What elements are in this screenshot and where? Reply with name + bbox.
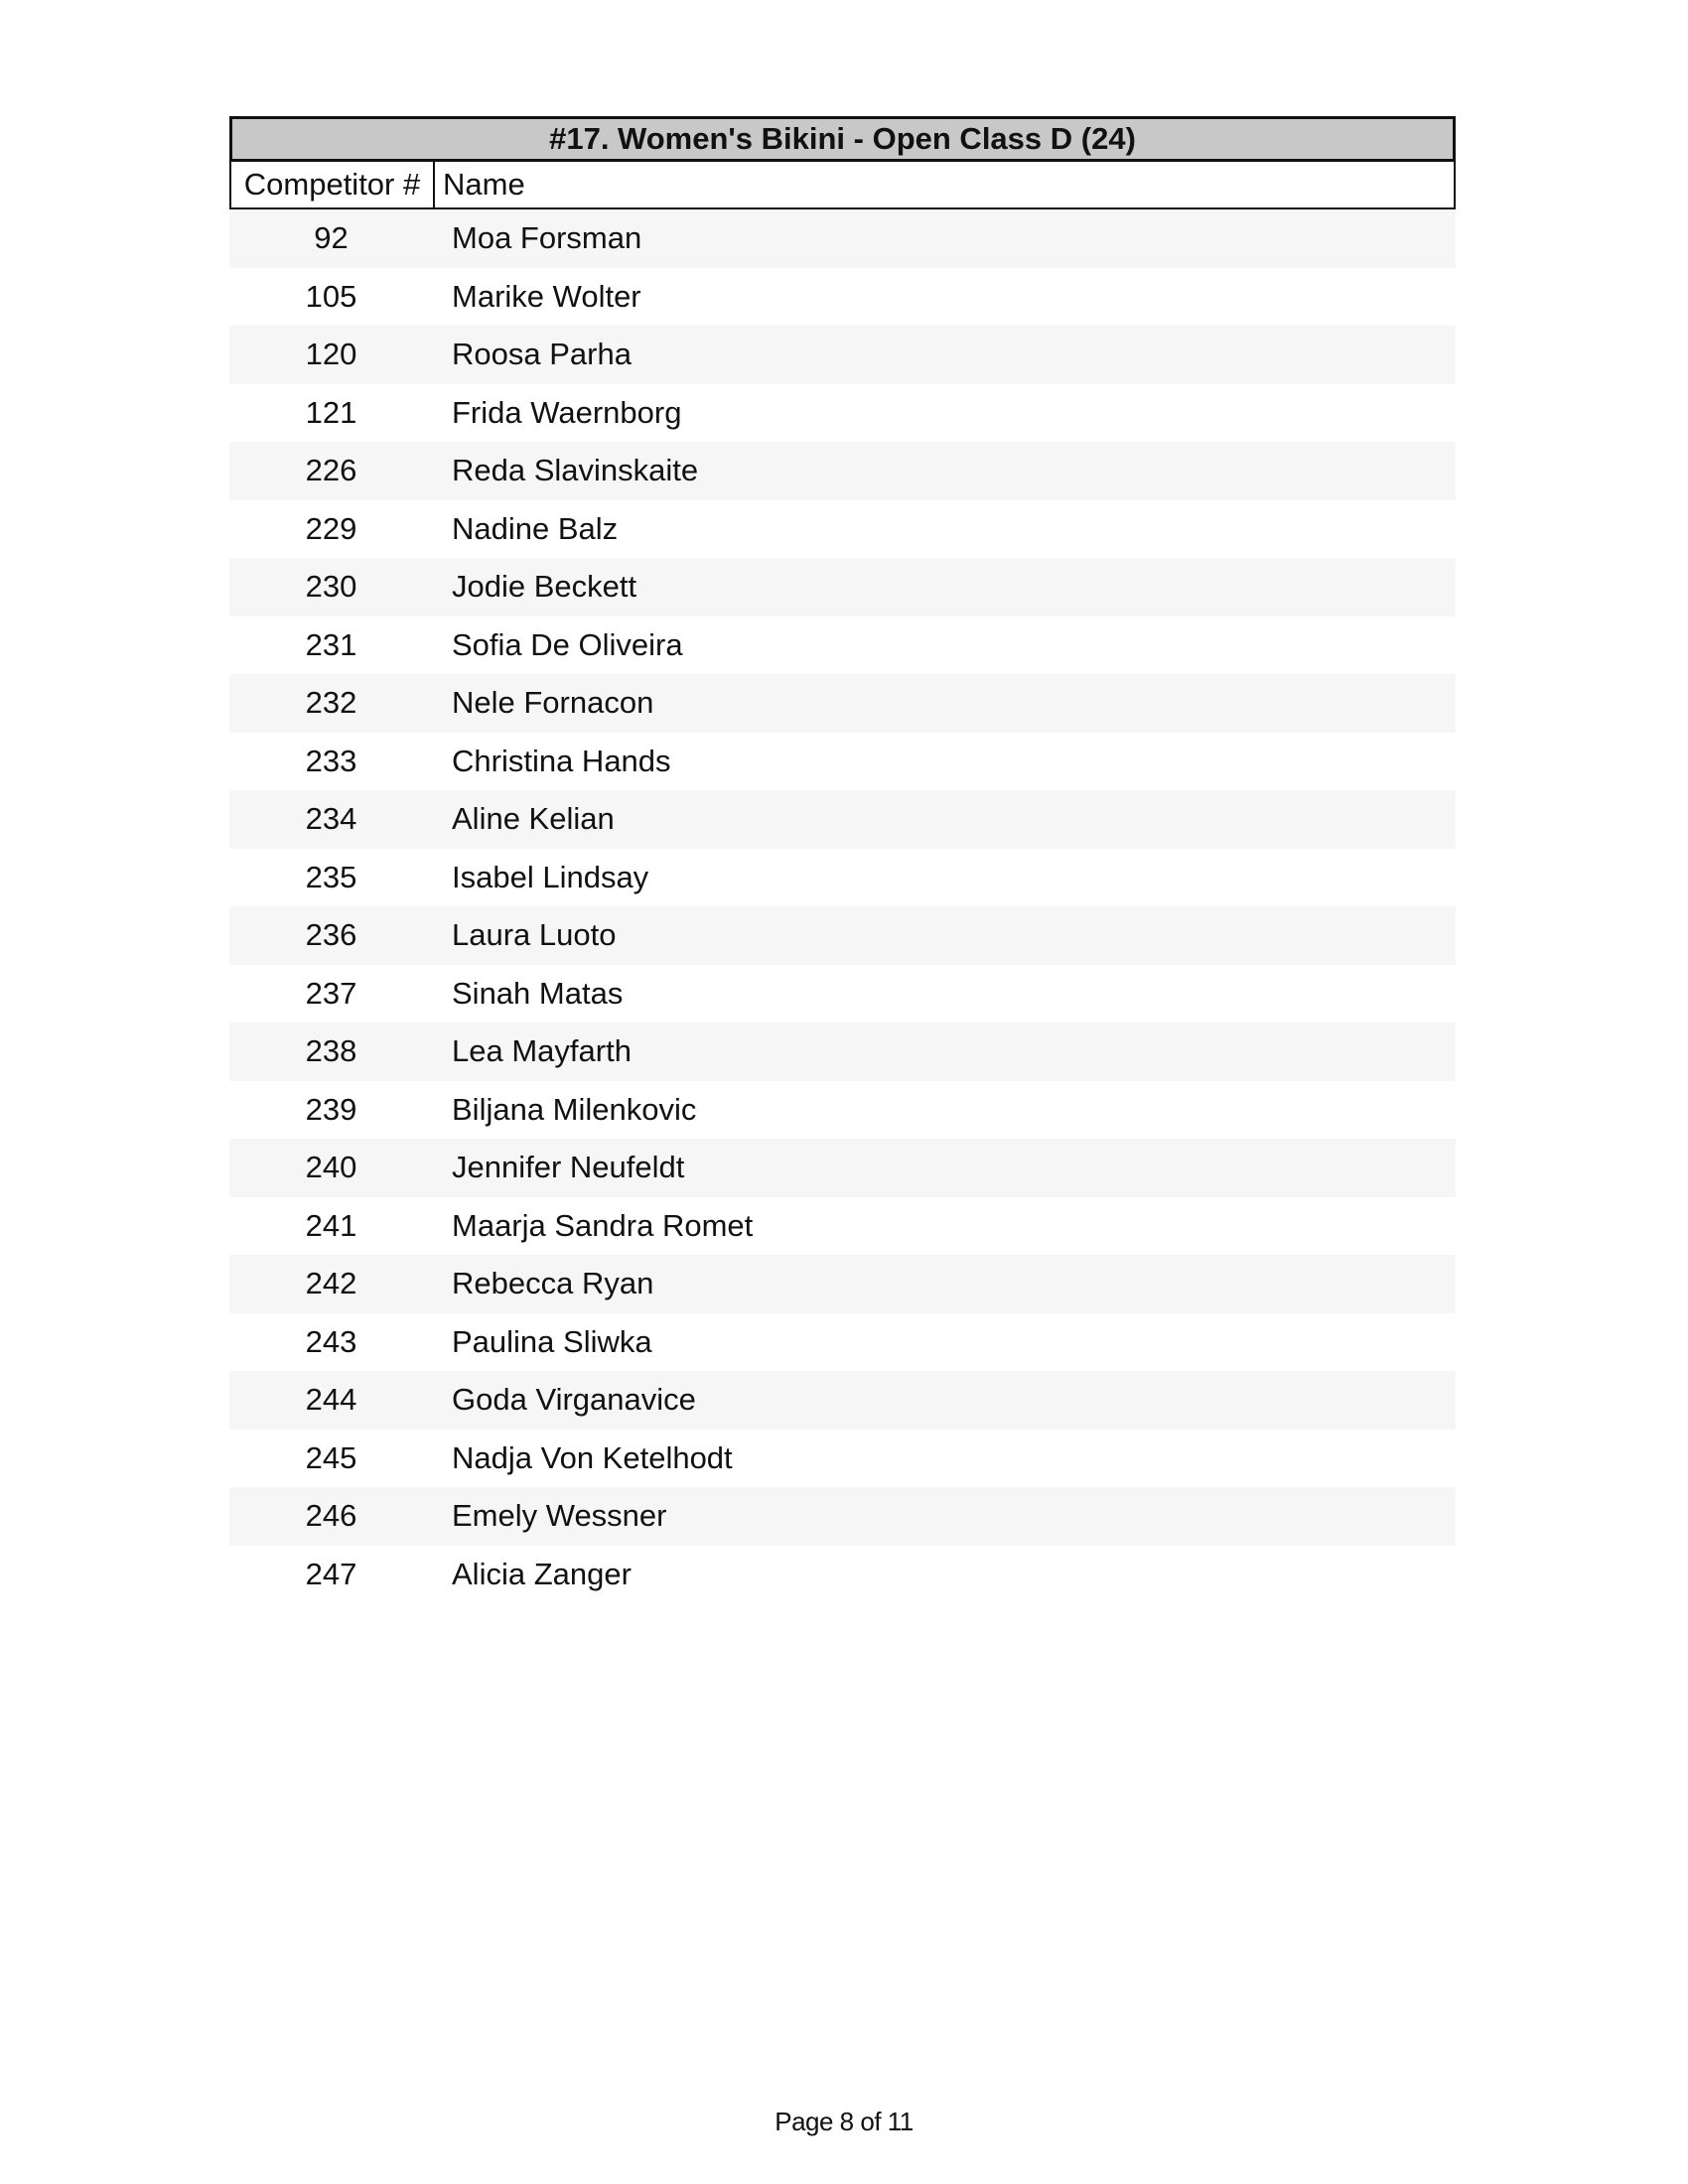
competitor-name: Jennifer Neufeldt [452,1150,685,1185]
competitor-name: Nadine Balz [452,510,619,546]
competitor-number: 237 [305,975,357,1011]
competitor-number: 240 [305,1150,357,1185]
competitor-number: 230 [305,569,357,605]
header-competitor-number: Competitor # [231,162,435,207]
competitor-name: Marike Wolter [452,278,641,314]
table-header [229,162,1456,209]
competitor-name: Jodie Beckett [452,569,637,605]
competitor-number: 242 [305,1266,357,1301]
table-row [229,326,1456,384]
competitor-number: 105 [305,278,357,314]
competitor-name: Maarja Sandra Romet [452,1207,754,1243]
competitor-name: Aline Kelian [452,801,615,837]
table-row [229,674,1456,733]
competitor-number: 238 [305,1033,357,1069]
table-row [229,1430,1456,1488]
header-name: Name [443,167,525,202]
competitor-number: 247 [305,1556,357,1591]
table-row [229,906,1456,965]
competitor-name: Nele Fornacon [452,685,654,721]
competitor-name: Moa Forsman [452,220,642,256]
table-row [229,268,1456,327]
competitor-table [229,116,1456,1603]
table-row [229,616,1456,675]
competitor-name: Rebecca Ryan [452,1266,654,1301]
table-row [229,1023,1456,1081]
table-row [229,790,1456,849]
competitor-number: 92 [314,220,349,256]
competitor-number: 120 [305,337,357,372]
competitor-number: 232 [305,685,357,721]
page-number: Page 8 of 11 [774,2107,914,2136]
competitor-name: Nadja Von Ketelhodt [452,1439,733,1475]
competitor-name: Goda Virganavice [452,1382,696,1418]
competitor-number: 234 [305,801,357,837]
competitor-number: 235 [305,859,357,894]
competitor-number: 239 [305,1091,357,1127]
competitor-number: 121 [305,394,357,430]
competitor-name: Paulina Sliwka [452,1323,652,1359]
competitor-name: Biljana Milenkovic [452,1091,697,1127]
table-row [229,1487,1456,1546]
table-body [229,209,1456,1603]
table-row [229,1197,1456,1256]
competitor-number: 226 [305,453,357,488]
competitor-number: 231 [305,626,357,662]
competitor-number: 233 [305,743,357,778]
table-row [229,1139,1456,1197]
competitor-name: Frida Waernborg [452,394,682,430]
table-row [229,849,1456,907]
table-row [229,442,1456,500]
table-row [229,1546,1456,1604]
table-row [229,209,1456,268]
table-row [229,1371,1456,1430]
competitor-name: Reda Slavinskaite [452,453,699,488]
table-row [229,965,1456,1024]
competitor-name: Lea Mayfarth [452,1033,632,1069]
table-row [229,500,1456,559]
table-row [229,733,1456,791]
table-title: #17. Women's Bikini - Open Class D (24) [229,116,1456,162]
competitor-name: Sofia De Oliveira [452,626,683,662]
competitor-number: 245 [305,1439,357,1475]
competitor-name: Christina Hands [452,743,671,778]
competitor-number: 241 [305,1207,357,1243]
table-row [229,1313,1456,1372]
competitor-number: 229 [305,510,357,546]
competitor-name: Laura Luoto [452,917,617,953]
competitor-number: 244 [305,1382,357,1418]
table-row [229,1081,1456,1140]
competitor-name: Emely Wessner [452,1498,667,1534]
competitor-number: 236 [305,917,357,953]
competitor-name: Isabel Lindsay [452,859,649,894]
competitor-name: Roosa Parha [452,337,632,372]
competitor-number: 246 [305,1498,357,1534]
table-row [229,558,1456,616]
competitor-name: Alicia Zanger [452,1556,632,1591]
table-row [229,384,1456,443]
table-row [229,1255,1456,1313]
competitor-name: Sinah Matas [452,975,624,1011]
competitor-number: 243 [305,1323,357,1359]
